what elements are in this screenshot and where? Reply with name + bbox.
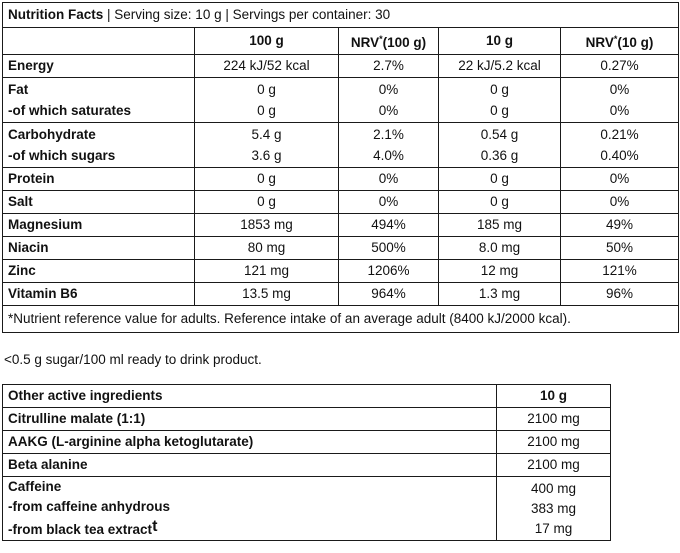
nrv-100g [339,191,439,214]
nrv-100g-line: 0% [378,194,399,209]
ingredient-label-line: -from caffeine anhydrous [8,499,171,514]
value-100g-line: 121 mg [243,263,290,278]
value-10g [439,191,561,214]
nrv-10g-line: 121% [602,263,637,278]
nrv-100g [339,283,439,306]
header-10g: 10 g [439,28,561,55]
nrv-10g [561,191,679,214]
ingredient-value [497,408,611,431]
table-row [3,283,679,306]
nrv-100g-line: 1206% [367,263,410,278]
value-10g [439,283,561,306]
nutrient-label-line: -of which sugars [8,148,116,163]
value-100g [195,214,339,237]
value-100g [195,78,339,123]
nrv-100g [339,55,439,78]
active-header-label: Other active ingredients [3,385,497,408]
nrv-100g-line: 964% [371,286,406,301]
table-row [3,191,679,214]
header-blank [3,28,195,55]
value-10g-line: 0.54 g [480,127,519,142]
nrv-100g-line: 0% [378,171,399,186]
value-100g [195,55,339,78]
nrv-100g-line: 2.1% [373,127,404,142]
value-100g [195,260,339,283]
nrv-10g-line: 49% [606,217,634,232]
ingredient-label [3,431,497,454]
nutrient-label-line: Energy [8,58,54,73]
nutrient-label-line: -of which saturates [8,103,132,118]
table-row [3,78,679,123]
nutrient-label [3,191,195,214]
nutrition-title [3,3,679,28]
value-10g-line: 22 kJ/5.2 kcal [458,58,541,73]
value-100g-line: 5.4 g [251,127,282,142]
nrv-100g [339,123,439,168]
nrv-100g-line: 0% [378,103,399,118]
nrv-10g-line: 50% [606,240,634,255]
value-10g-line: 0 g [490,194,509,209]
nrv-10g-line: 0% [609,103,630,118]
nutrition-table [2,2,679,333]
ingredient-value-line: 2100 mg [527,434,580,449]
table-row [3,168,679,191]
value-100g-line: 0 g [257,171,276,186]
ingredient-label-line: Caffeine [8,479,62,494]
nutrient-label-line: Magnesium [8,217,83,232]
nrv-100g-line: 0% [378,82,399,97]
nrv-10g-line: 0% [609,194,630,209]
active-header-value: 10 g [497,385,611,408]
nrv-100g [339,237,439,260]
sugar-note: <0.5 g sugar/100 ml ready to drink product. [4,352,262,367]
value-10g [439,237,561,260]
nrv-10g-line: 0.21% [600,127,639,142]
value-10g [439,260,561,283]
nrv-100g [339,214,439,237]
nrv-100g-line: 500% [371,240,406,255]
value-10g-line: 8.0 mg [478,240,521,255]
nrv-100g [339,78,439,123]
value-100g-line: 0 g [257,103,276,118]
nutrient-label [3,214,195,237]
table-row [3,55,679,78]
table-row [3,123,679,168]
value-10g-line: 0.36 g [480,148,519,163]
ingredient-label [3,408,497,431]
header-nrv-100g: NRV*(100 g) [339,28,439,55]
value-100g-line: 224 kJ/52 kcal [223,58,310,73]
ingredient-label-line: Beta alanine [8,457,88,472]
nrv-100g-line: 4.0% [373,148,404,163]
value-10g-line: 0 g [490,171,509,186]
nrv-10g-line: 96% [606,286,634,301]
value-100g-line: 0 g [257,194,276,209]
nutrition-title-bold: Nutrition Facts [8,7,104,22]
nutrient-label-line: Fat [8,82,29,97]
nrv-10g [561,78,679,123]
value-100g [195,191,339,214]
nutrient-label-line: Niacin [8,240,49,255]
value-10g [439,214,561,237]
nutrient-label [3,260,195,283]
ingredient-value [497,477,611,541]
table-row [3,454,611,477]
active-ingredients-table [2,384,611,541]
nrv-10g-line: 0.40% [600,148,639,163]
table-row [3,477,611,541]
nrv-10g [561,168,679,191]
nrv-10g-line: 0% [609,82,630,97]
nrv-10g [561,260,679,283]
nrv-100g [339,168,439,191]
table-row [3,214,679,237]
value-100g [195,237,339,260]
ingredient-label-line: Citrulline malate (1:1) [8,411,146,426]
nutrient-label-line: Carbohydrate [8,127,96,142]
nrv-10g [561,214,679,237]
value-10g [439,123,561,168]
value-100g-line: 13.5 mg [242,286,291,301]
nutrient-label [3,55,195,78]
nutrient-label [3,283,195,306]
value-10g-line: 12 mg [480,263,519,278]
nrv-footnote: *Nutrient reference value for adults. Reference intake of an average adult (8400 kJ/2000 kcal). [3,306,679,333]
ingredient-value-line: 17 mg [534,520,573,536]
ingredient-label-line: -from black tea extractt [8,518,158,537]
table-row [3,260,679,283]
value-10g-line: 0 g [490,103,509,118]
nutrient-label-line: Salt [8,194,33,209]
nutrient-label [3,237,195,260]
nrv-10g [561,123,679,168]
ingredient-value-line: 2100 mg [527,411,580,426]
nutrient-label [3,123,195,168]
nrv-10g-line: 0% [609,171,630,186]
ingredient-label [3,477,497,541]
nutrient-label-line: Protein [8,171,55,186]
value-100g-line: 1853 mg [240,217,293,232]
table-row [3,408,611,431]
ingredient-value [497,454,611,477]
active-ingredients-panel [2,384,610,541]
value-100g [195,168,339,191]
nutrition-facts-panel [2,2,678,333]
nrv-100g-line: 2.7% [373,58,404,73]
nutrition-title-rest: | Serving size: 10 g | Servings per container: 30 [103,7,391,22]
table-row [3,237,679,260]
value-100g-line: 0 g [257,82,276,97]
header-100g: 100 g [195,28,339,55]
nrv-10g-line: 0.27% [600,58,639,73]
value-10g-line: 0 g [490,82,509,97]
value-100g-line: 80 mg [247,240,286,255]
ingredient-value-line: 2100 mg [527,457,580,472]
nutrient-label-line: Vitamin B6 [8,286,78,301]
value-100g [195,123,339,168]
nrv-100g-line: 494% [371,217,406,232]
table-row [3,431,611,454]
value-10g [439,55,561,78]
value-10g [439,78,561,123]
ingredient-label-line: AAKG (L-arginine alpha ketoglutarate) [8,434,254,449]
nutrient-label [3,78,195,123]
nrv-10g [561,55,679,78]
value-10g [439,168,561,191]
nutrient-label [3,168,195,191]
nrv-100g [339,260,439,283]
header-nrv-10g: NRV*(10 g) [561,28,679,55]
value-10g-line: 185 mg [476,217,523,232]
ingredient-value-line: 400 mg [530,480,577,496]
value-10g-line: 1.3 mg [478,286,521,301]
nrv-10g [561,283,679,306]
ingredient-label [3,454,497,477]
nutrient-label-line: Zinc [8,263,36,278]
value-100g-line: 3.6 g [251,148,282,163]
value-100g [195,283,339,306]
nrv-10g [561,237,679,260]
dagger-mark: t [152,518,158,535]
ingredient-value-line: 383 mg [530,500,577,516]
ingredient-value [497,431,611,454]
